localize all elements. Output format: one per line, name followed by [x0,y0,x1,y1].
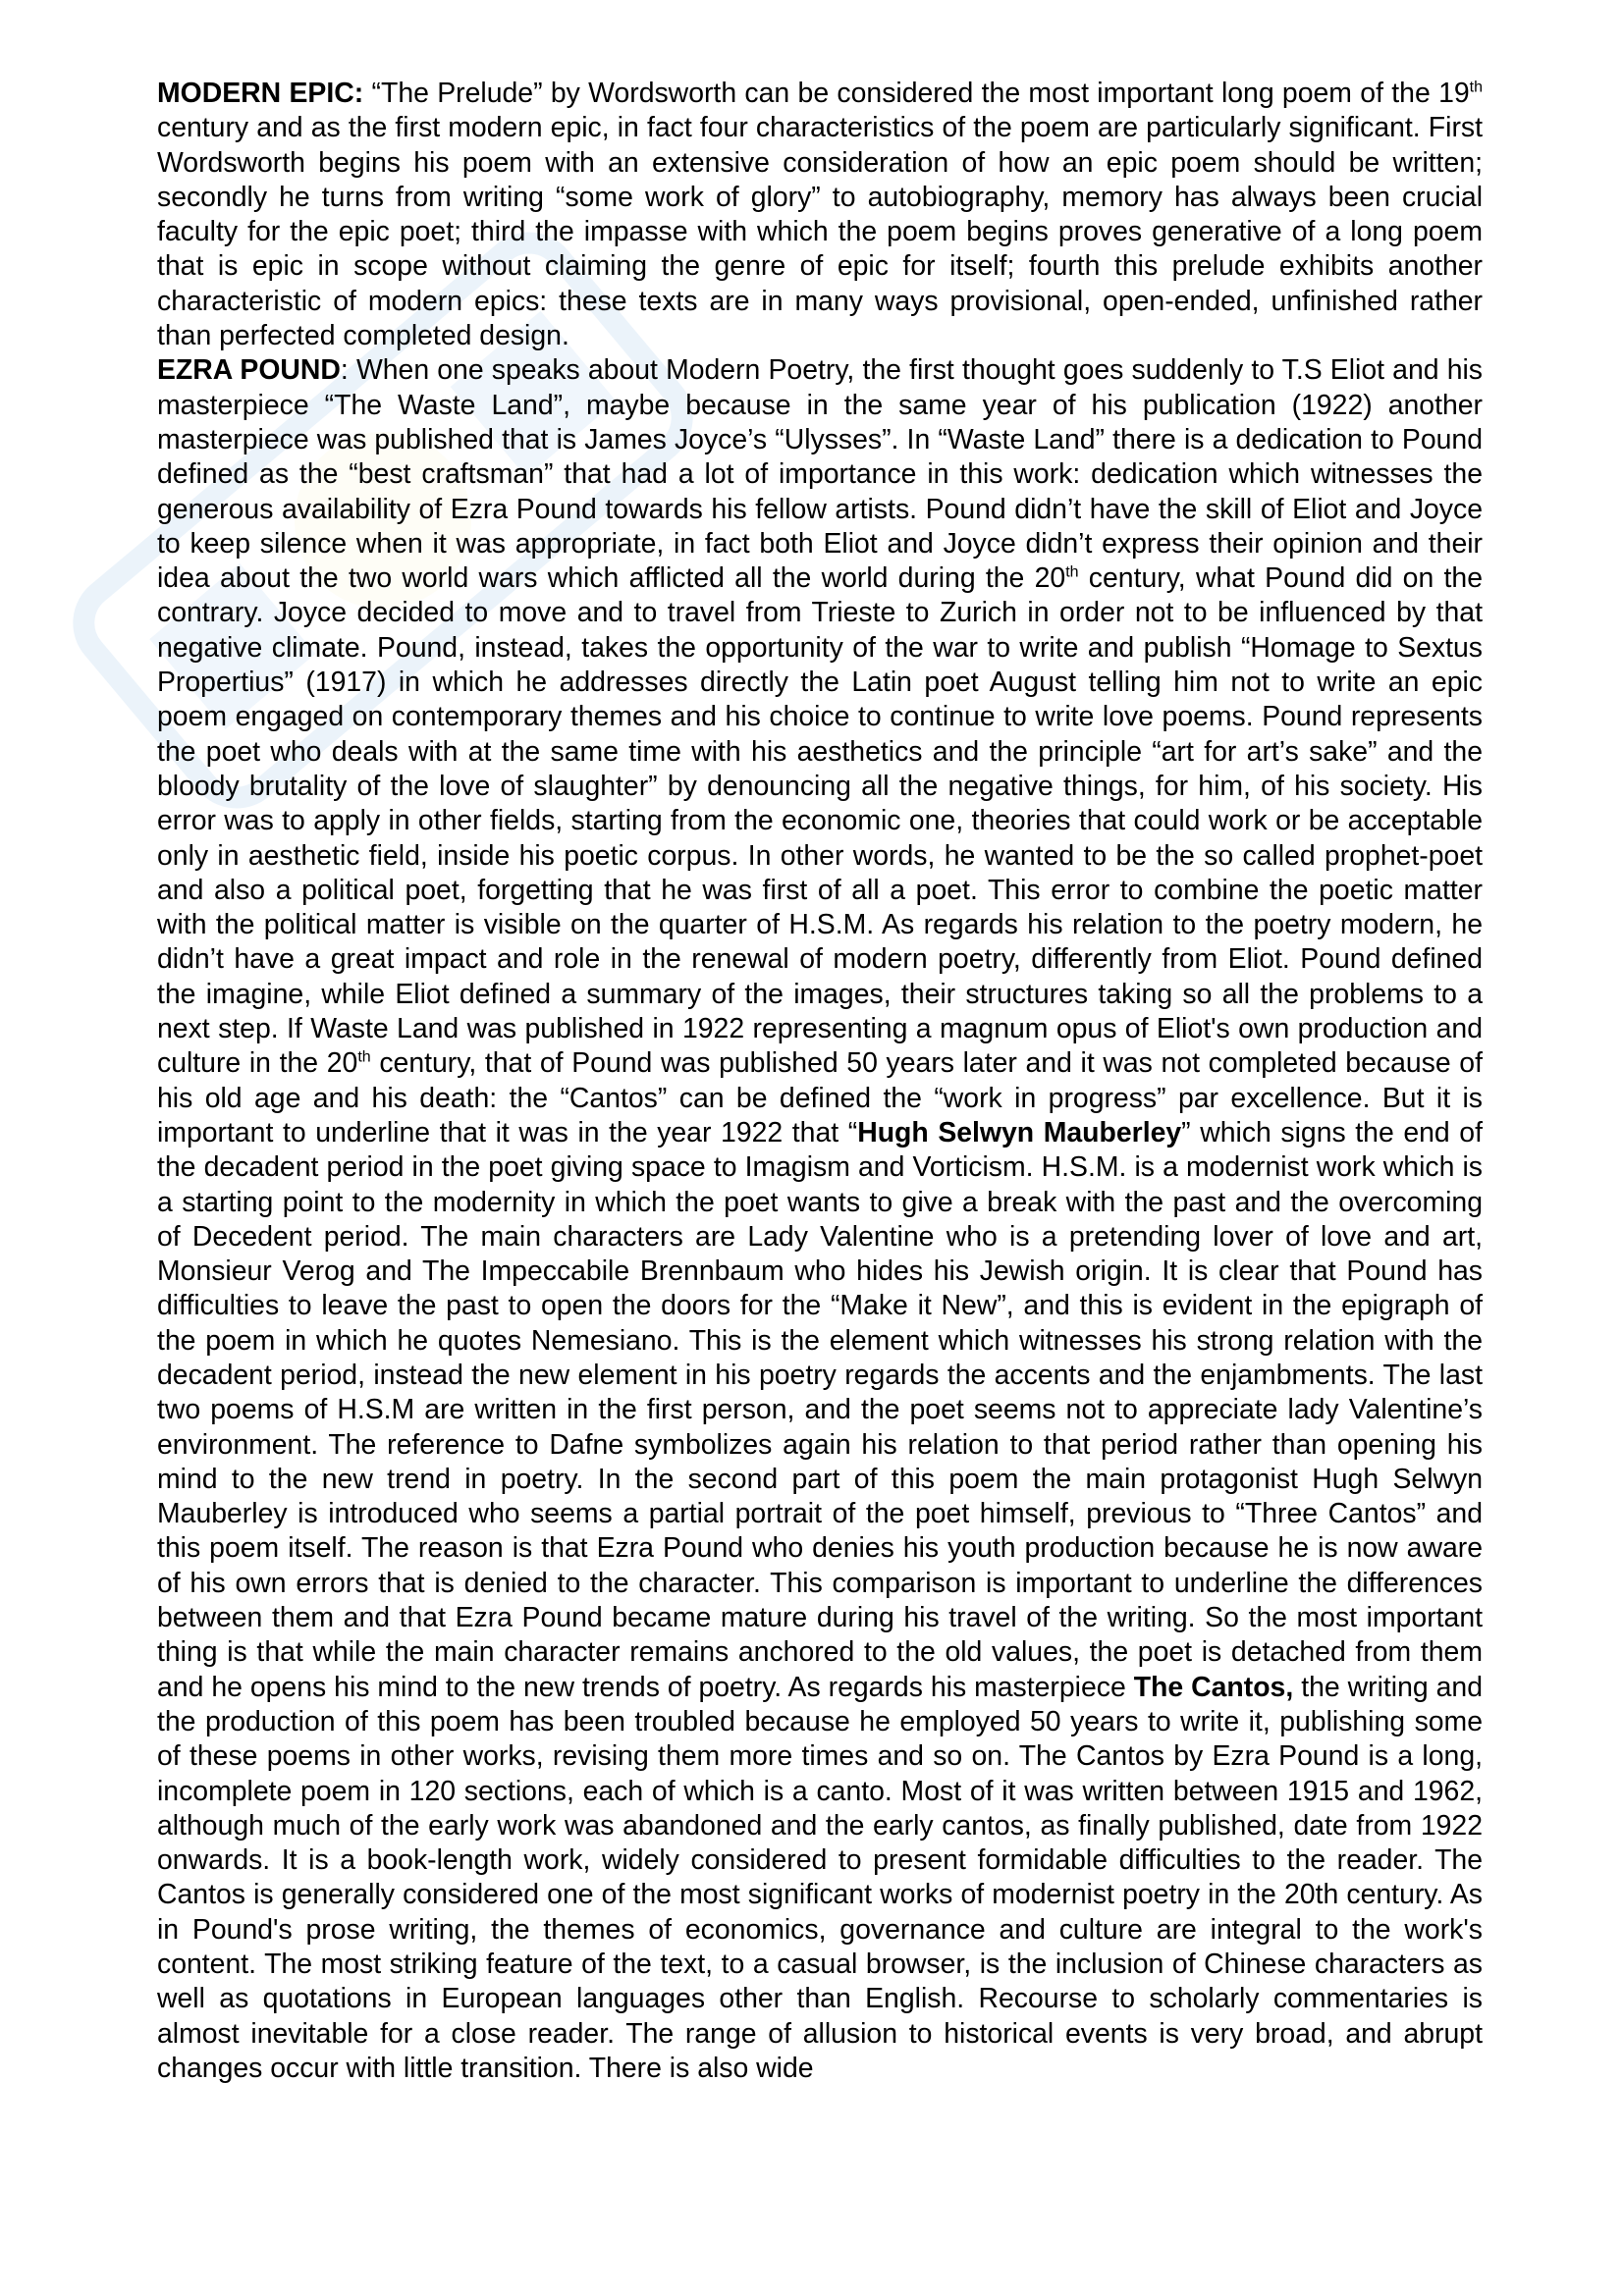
superscript: th [1469,79,1483,96]
document-body [157,77,1483,2086]
heading-modern-epic: MODERN EPIC: [157,78,364,109]
superscript: th [1065,563,1079,581]
bold-title-mauberley: Hugh Selwyn Mauberley [857,1116,1182,1148]
text-span: century and as the first modern epic, in fact four characteristics of the poem are particularly significant. First Wordsworth begins his poem with an extensive consideration of how an epic poem should be written; secondly he turns from writing “some work of glory” to autobiography, memory has always been crucial faculty for the epic poet; third the impasse with which the poem begins proves generative of a long poem that is epic in scope without claiming the genre of epic for itself; fourth this prelude exhibits another characteristic of modern epics: these texts are in many ways provisional, open-ended, unfinished rather than perfected completed design. [157,112,1483,352]
heading-ezra-pound: EZRA POUND [157,354,341,387]
text-span: : When one speaks about Modern Poetry, the first thought goes suddenly to T.S Eliot and his masterpiece “The Waste Land”, maybe because in the same year of his publication (1922) another masterpiece was published that is James Joyce’s “Ulysses”. In “Waste Land” there is a dedication to Pound defined as the “best craftsman” that had a lot of importance in this work: dedication which witnesses the generous availability of Ezra Pound towards his fellow artists. Pound didn’t have the skill of Eliot and Joyce to keep silence when it was appropriate, in fact both Eliot and Joyce didn’t express their opinion and their idea about the two world wars which afflicted all the world during the 20 [157,354,1483,595]
text-span: ” which signs the end of the decadent period in the poet giving space to Imagism and Vorticism. H.S.M. is a modernist work which is a starting point to the modernity in which the poet wants to give a break with the past and the overcoming of Decedent period. The main characters are Lady Valentine who is a pretending lover of love and art, Monsieur Verog and The Impeccabile Brennbaum who hides his Jewish origin. It is clear that Pound has difficulties to leave the past to open the doors for the “Make it New”, and this is evident in the epigraph of the poem in which he quotes Nemesiano. This is the element which witnesses his strong relation with the decadent period, instead the new element in his poetry regards the accents and the enjambments. The last two poems of H.S.M are written in the first person, and the poet seems not to appreciate lady Valentine’s environment. The reference to Dafne symbolizes again his relation to that period rather than opening his mind to the new trend in poetry. In the second part of this poem the main protagonist Hugh Selwyn Mauberley is introduced who seems a partial portrait of the poet himself, previous to “Three Cantos” and this poem itself. The reason is that Ezra Pound who denies his youth production because he is now aware of his own errors that is denied to the character. This comparison is important to underline the differences between them and that Ezra Pound became mature during his travel of the writing. So the most important thing is that while the main character remains anchored to the old values, the poet is detached from them and he opens his mind to the new trends of poetry. As regards his masterpiece [157,1116,1483,1703]
bold-title-cantos: The Cantos, [1133,1671,1294,1703]
text-span: “The Prelude” by Wordsworth can be considered the most important long poem of the 19 [363,78,1470,109]
text-span: century, what Pound did on the contrary. Joyce decided to move and to travel from Trieste to Zurich in order not to be influenced by that negative climate. Pound, instead, takes the opportunity of the war to write and publish “Homage to Sextus Propertius” (1917) in which he addresses directly the Latin poet August telling him not to write an epic poem engaged on contemporary themes and his choice to continue to write love poems. Pound represents the poet who deals with at the same time with his aesthetics and the principle “art for art’s sake” and the bloody brutality of the love of slaughter” by denouncing all the negative things, for him, of his society. His error was to apply in other fields, starting from the economic one, theories that could work or be acceptable only in aesthetic field, inside his poetic corpus. In other words, he wanted to be the so called prophet-poet and also a political poet, forgetting that he was first of all a poet. This error to combine the poetic matter with the political matter is visible on the quarter of H.S.M. As regards his relation to the poetry modern, he didn’t have a great impact and role in the renewal of modern poetry, differently from Eliot. Pound defined the imagine, while Eliot defined a summary of the images, their structures taking so all the problems to a next step. If Waste Land was published in 1922 representing a magnum opus of Eliot's own production and culture in the 20 [157,562,1483,1080]
paragraph-ezra-pound [157,353,1483,2086]
paragraph-modern-epic [157,77,1483,353]
superscript: th [357,1048,371,1066]
text-span: the writing and the production of this poem has been troubled because he employed 50 years to write it, publishing some of these poems in other works, revising them more times and so on. The Cantos by Ezra Pound is a long, incomplete poem in 120 sections, each of which is a canto. Most of it was written between 1915 and 1962, although much of the early work was abandoned and the early cantos, as finally published, date from 1922 onwards. It is a book-length work, widely considered to present formidable difficulties to the reader. The Cantos is generally considered one of the most significant works of modernist poetry in the 20th century. As in Pound's prose writing, the themes of economics, governance and culture are integral to the work's content. The most striking feature of the text, to a casual browser, is the inclusion of Chinese characters as well as quotations in European languages other than English. Recourse to scholarly commentaries is almost inevitable for a close reader. The range of allusion to historical events is very broad, and abrupt changes occur with little transition. There is also wide [157,1671,1483,2084]
text-span: century, that of Pound was published 50 years later and it was not completed because of his old age and his death: the “Cantos” can be defined the “work in progress” par excellence. But it is important to underline that it was in the year 1922 that “ [157,1047,1483,1148]
